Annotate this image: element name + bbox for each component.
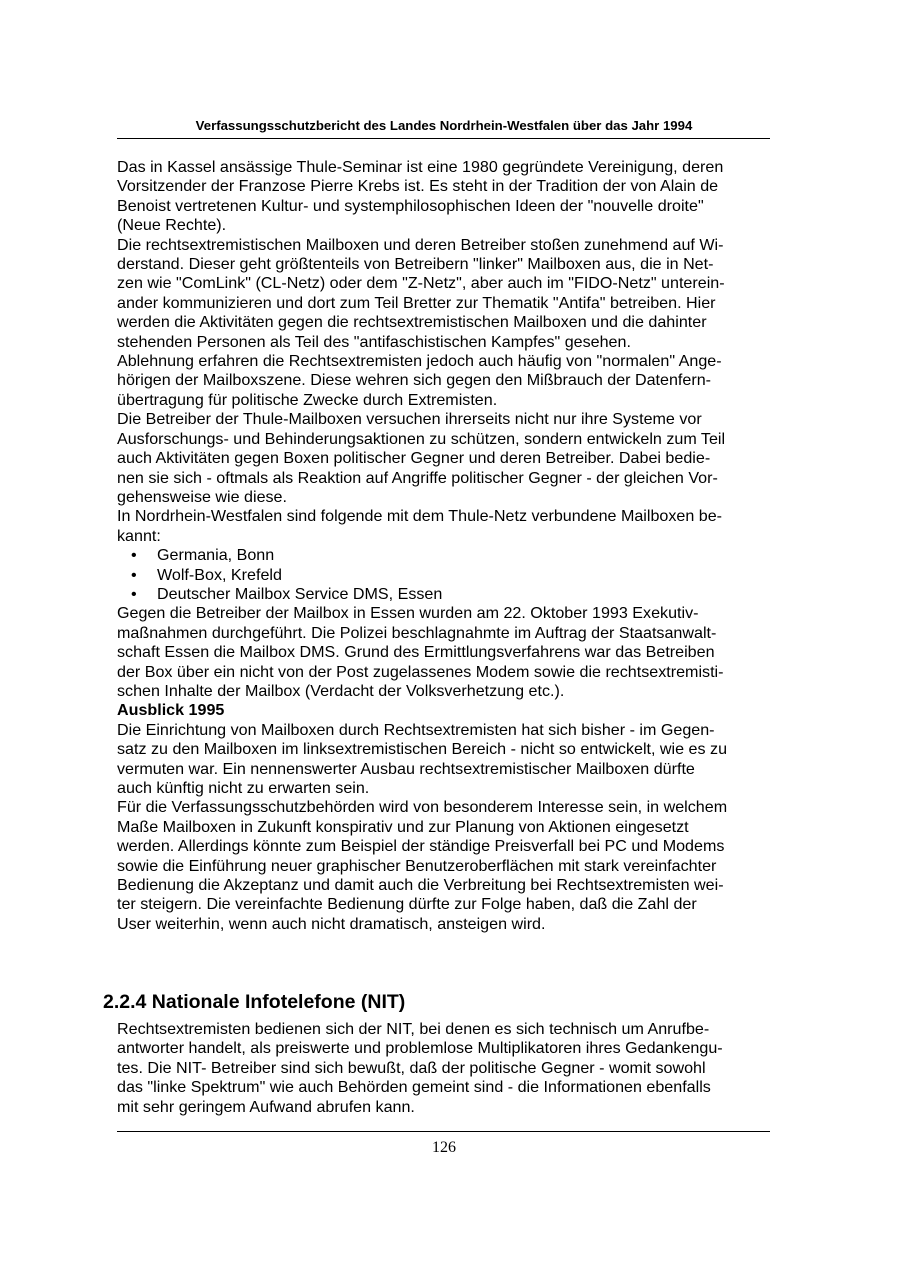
text-line: stehenden Personen als Teil des "antifaschistischen Kampfes" gesehen. [117,332,631,351]
running-header: Verfassungsschutzbericht des Landes Nordrhein-Westfalen über das Jahr 1994 [195,118,693,133]
text-line: auch Aktivitäten gegen Boxen politischer Gegner und deren Betreiber. Dabei bedie- [117,449,711,468]
mailbox-list [117,546,777,604]
text-line: übertragung für politische Zwecke durch Extremisten. [117,390,498,409]
text-line: schaft Essen die Mailbox DMS. Grund des Ermittlungsverfahrens war das Betreiben [117,643,715,662]
text-line: gehensweise wie diese. [117,487,287,506]
bullet-icon: • [131,584,137,603]
paragraph-group-a [117,158,777,546]
text-line: schen Inhalte der Mailbox (Verdacht der Volksverhetzung etc.). [117,681,565,700]
text-line: Benoist vertretenen Kultur- und systemphilosophischen Ideen der "nouvelle droite" [117,196,704,215]
text-line: derstand. Dieser geht größtenteils von Betreibern "linker" Mailboxen aus, die in Net- [117,255,714,274]
text-line: Das in Kassel ansässige Thule-Seminar ist eine 1980 gegründete Vereinigung, deren [117,158,724,176]
text-line: Die Betreiber der Thule-Mailboxen versuchen ihrerseits nicht nur ihre Systeme vor [117,410,702,429]
text-line: Rechtsextremisten bedienen sich der NIT, bei denen es sich technisch um Anrufbe- [117,1020,710,1038]
text-line: (Neue Rechte). [117,216,227,235]
text-line: satz zu den Mailboxen im linksextremistischen Bereich - nicht so entwickelt, wie es zu [117,740,728,759]
list-item-text: Deutscher Mailbox Service DMS, Essen [157,584,443,603]
text-line: User weiterhin, wenn auch nicht dramatisch, ansteigen wird. [117,914,546,933]
text-line: mit sehr geringem Aufwand abrufen kann. [117,1097,415,1116]
text-line: kannt: [117,526,161,545]
text-line: werden die Aktivitäten gegen die rechtsextremistischen Mailboxen und die dahinter [117,313,707,332]
text-line: maßnahmen durchgeführt. Die Polizei beschlagnahmte im Auftrag der Staatsanwalt- [117,623,717,642]
text-line: das "linke Spektrum" wie auch Behörden gemeint sind - die Informationen ebenfalls [117,1078,711,1097]
list-item-text: Wolf-Box, Krefeld [157,565,282,584]
list-item [117,546,777,565]
body-text [117,158,777,934]
text-line: In Nordrhein-Westfalen sind folgende mit dem Thule-Netz verbundene Mailboxen be- [117,507,723,526]
text-line: nen sie sich - oftmals als Reaktion auf Angriffe politischer Gegner - der gleichen Vor- [117,468,718,487]
paragraph-group-b [117,604,777,701]
text-line: vermuten war. Ein nennenswerter Ausbau rechtsextremistischer Mailboxen dürfte [117,759,695,778]
text-line: werden. Allerdings könnte zum Beispiel der ständige Preisverfall bei PC und Modems [117,837,725,856]
text-line: auch künftig nicht zu erwarten sein. [117,779,370,797]
section-text [117,1020,777,1117]
text-line: Die Einrichtung von Mailboxen durch Rechtsextremisten hat sich bisher - im Gegen- [117,720,715,739]
list-item-text: Germania, Bonn [157,546,275,565]
page-number: 126 [432,1139,456,1156]
bullet-icon: • [131,546,137,565]
header-rule [117,138,770,139]
text-line: antworter handelt, als preiswerte und problemlose Multiplikatoren ihres Gedankengu- [117,1039,723,1058]
text-line: Ablehnung erfahren die Rechtsextremisten jedoch auch häufig von "normalen" Ange- [117,352,722,371]
text-line: ter steigern. Die vereinfachte Bedienung dürfte zur Folge haben, daß die Zahl der [117,895,697,914]
text-line: der Box über ein nicht von der Post zugelassenes Modem sowie die rechtsextremisti- [117,662,724,681]
list-item [117,585,777,604]
list-item [117,566,777,585]
text-line: zen wie "ComLink" (CL-Netz) oder dem "Z-Netz", aber auch im "FIDO-Netz" unterein- [117,274,725,293]
bullet-icon: • [131,565,137,584]
subheading-ausblick: Ausblick 1995 [117,701,225,720]
footer-rule [117,1131,770,1132]
text-line: sowie die Einführung neuer graphischer Benutzeroberflächen mit stark vereinfachter [117,856,717,875]
text-line: Bedienung die Akzeptanz und damit auch die Verbreitung bei Rechtsextremisten wei- [117,876,724,895]
paragraph-group-c [117,721,777,934]
text-line: Ausforschungs- und Behinderungsaktionen zu schützen, sondern entwickeln zum Teil [117,429,726,448]
text-line: Für die Verfassungsschutzbehörden wird von besonderem Interesse sein, in welchem [117,798,728,817]
text-line: hörigen der Mailboxszene. Diese wehren sich gegen den Mißbrauch der Datenfern- [117,371,712,390]
section-heading: 2.2.4 Nationale Infotelefone (NIT) [103,991,406,1013]
text-line: Maße Mailboxen in Zukunft konspirativ und zur Planung von Aktionen eingesetzt [117,817,689,836]
text-line: Gegen die Betreiber der Mailbox in Essen wurden am 22. Oktober 1993 Exekutiv- [117,604,699,623]
text-line: tes. Die NIT- Betreiber sind sich bewußt, daß der politische Gegner - womit sowohl [117,1058,706,1077]
text-line: ander kommunizieren und dort zum Teil Bretter zur Thematik "Antifa" betreiben. Hier [117,293,716,312]
text-line: Vorsitzender der Franzose Pierre Krebs ist. Es steht in der Tradition der von Alain de [117,177,719,196]
text-line: Die rechtsextremistischen Mailboxen und deren Betreiber stoßen zunehmend auf Wi- [117,235,724,254]
